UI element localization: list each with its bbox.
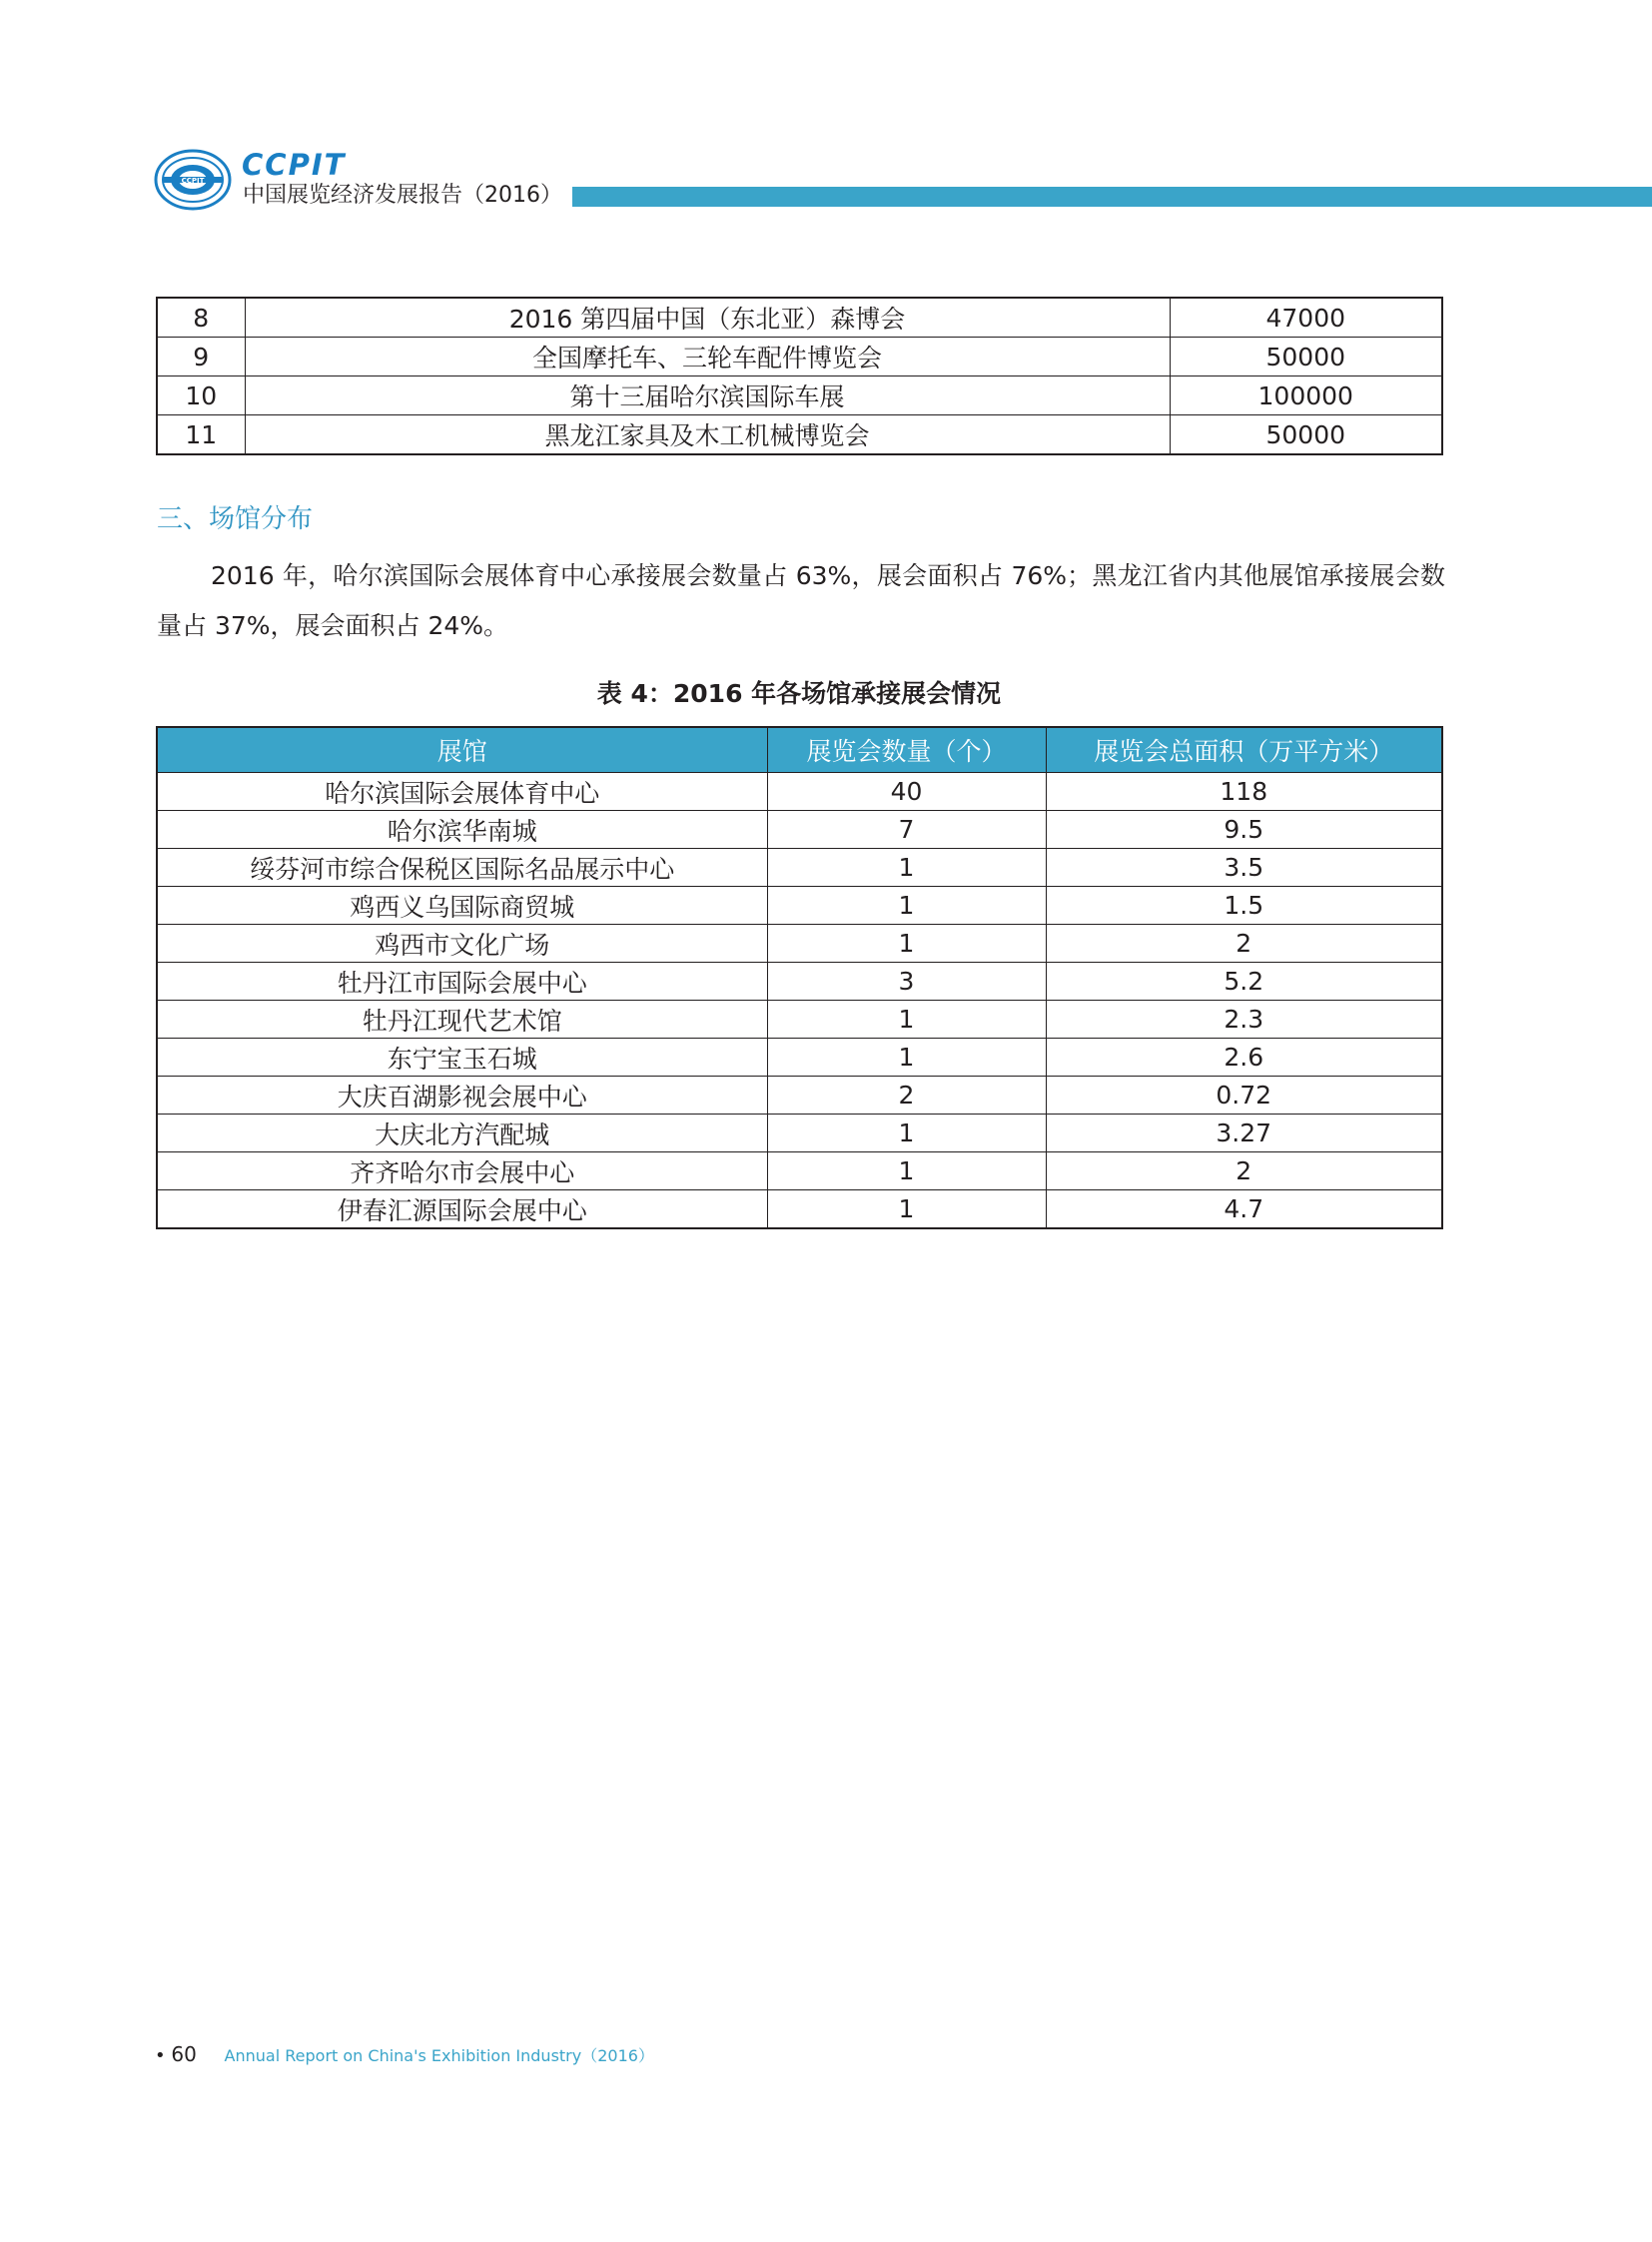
row-number-cell: 9	[157, 338, 245, 376]
table-row	[157, 1190, 1442, 1229]
venues-table-body	[157, 773, 1442, 1229]
exhibition-name-cell: 2016 第四届中国（东北亚）森博会	[245, 298, 1170, 338]
brand-name: CCPIT	[242, 148, 347, 182]
total-area-cell: 3.5	[1046, 849, 1442, 887]
area-cell: 50000	[1170, 415, 1442, 455]
report-subtitle: 中国展览经济发展报告（2016）	[243, 183, 562, 208]
total-area-cell: 1.5	[1046, 887, 1442, 925]
row-number-cell: 11	[157, 415, 245, 455]
footer-report-title: Annual Report on China's Exhibition Industry（2016）	[224, 2046, 654, 2065]
total-area-cell: 2.6	[1046, 1039, 1442, 1077]
table-row	[157, 925, 1442, 963]
total-area-cell: 0.72	[1046, 1077, 1442, 1115]
table-row	[157, 1077, 1442, 1115]
area-cell: 50000	[1170, 338, 1442, 376]
exhibition-count-cell: 1	[767, 925, 1046, 963]
table-row	[157, 887, 1442, 925]
exhibition-count-cell: 1	[767, 1115, 1046, 1152]
table-row	[157, 811, 1442, 849]
table-row	[157, 963, 1442, 1001]
total-area-cell: 3.27	[1046, 1115, 1442, 1152]
total-area-cell: 118	[1046, 773, 1442, 811]
exhibition-count-cell: 1	[767, 1039, 1046, 1077]
total-area-cell: 9.5	[1046, 811, 1442, 849]
table-row	[157, 298, 1442, 338]
exhibition-count-cell: 3	[767, 963, 1046, 1001]
exhibition-name-cell: 黑龙江家具及木工机械博览会	[245, 415, 1170, 455]
venue-name-cell: 牡丹江市国际会展中心	[157, 963, 767, 1001]
column-header-count: 展览会数量（个）	[767, 727, 1046, 773]
body-paragraph: 2016 年，哈尔滨国际会展体育中心承接展会数量占 63%，展会面积占 76%；黑龙江省内其他展馆承接展会数量占 37%，展会面积占 24%。	[157, 561, 1445, 640]
table-row	[157, 1152, 1442, 1190]
exhibitions-table-body	[157, 298, 1442, 454]
venue-name-cell: 东宁宝玉石城	[157, 1039, 767, 1077]
section-heading: 三、场馆分布	[157, 504, 314, 534]
venue-name-cell: 鸡西义乌国际商贸城	[157, 887, 767, 925]
table-row	[157, 415, 1442, 455]
exhibition-count-cell: 1	[767, 1001, 1046, 1039]
exhibition-count-cell: 1	[767, 849, 1046, 887]
venue-name-cell: 哈尔滨国际会展体育中心	[157, 773, 767, 811]
svg-text:CCPIT: CCPIT	[181, 177, 205, 185]
exhibition-count-cell: 40	[767, 773, 1046, 811]
venue-name-cell: 绥芬河市综合保税区国际名品展示中心	[157, 849, 767, 887]
venues-table	[156, 726, 1443, 1229]
ccpit-logo-icon	[153, 148, 233, 212]
venue-name-cell: 牡丹江现代艺术馆	[157, 1001, 767, 1039]
exhibition-count-cell: 1	[767, 1152, 1046, 1190]
area-cell: 47000	[1170, 298, 1442, 338]
row-number-cell: 8	[157, 298, 245, 338]
header-accent-bar	[572, 187, 1652, 207]
table-row	[157, 1001, 1442, 1039]
venue-name-cell: 齐齐哈尔市会展中心	[157, 1152, 767, 1190]
venue-name-cell: 大庆北方汽配城	[157, 1115, 767, 1152]
exhibition-name-cell: 全国摩托车、三轮车配件博览会	[245, 338, 1170, 376]
row-number-cell: 10	[157, 376, 245, 415]
exhibitions-table-continued	[156, 297, 1443, 455]
table-row	[157, 1039, 1442, 1077]
total-area-cell: 5.2	[1046, 963, 1442, 1001]
table-row	[157, 773, 1442, 811]
total-area-cell: 2	[1046, 925, 1442, 963]
exhibition-count-cell: 1	[767, 1190, 1046, 1229]
venue-name-cell: 哈尔滨华南城	[157, 811, 767, 849]
venue-name-cell: 鸡西市文化广场	[157, 925, 767, 963]
table-row	[157, 376, 1442, 415]
exhibition-count-cell: 7	[767, 811, 1046, 849]
page-footer	[155, 2042, 654, 2068]
table-row	[157, 849, 1442, 887]
exhibition-name-cell: 第十三届哈尔滨国际车展	[245, 376, 1170, 415]
page-number: 60	[171, 2042, 197, 2066]
column-header-area: 展览会总面积（万平方米）	[1046, 727, 1442, 773]
total-area-cell: 2.3	[1046, 1001, 1442, 1039]
total-area-cell: 4.7	[1046, 1190, 1442, 1229]
footer-bullet: •	[155, 2045, 166, 2066]
table-caption: 表 4：2016 年各场馆承接展会情况	[596, 679, 1002, 708]
venues-table-header-row	[157, 727, 1442, 773]
column-header-venue: 展馆	[157, 727, 767, 773]
total-area-cell: 2	[1046, 1152, 1442, 1190]
table-row	[157, 1115, 1442, 1152]
exhibition-count-cell: 2	[767, 1077, 1046, 1115]
venue-name-cell: 伊春汇源国际会展中心	[157, 1190, 767, 1229]
venue-name-cell: 大庆百湖影视会展中心	[157, 1077, 767, 1115]
area-cell: 100000	[1170, 376, 1442, 415]
exhibition-count-cell: 1	[767, 887, 1046, 925]
table-row	[157, 338, 1442, 376]
